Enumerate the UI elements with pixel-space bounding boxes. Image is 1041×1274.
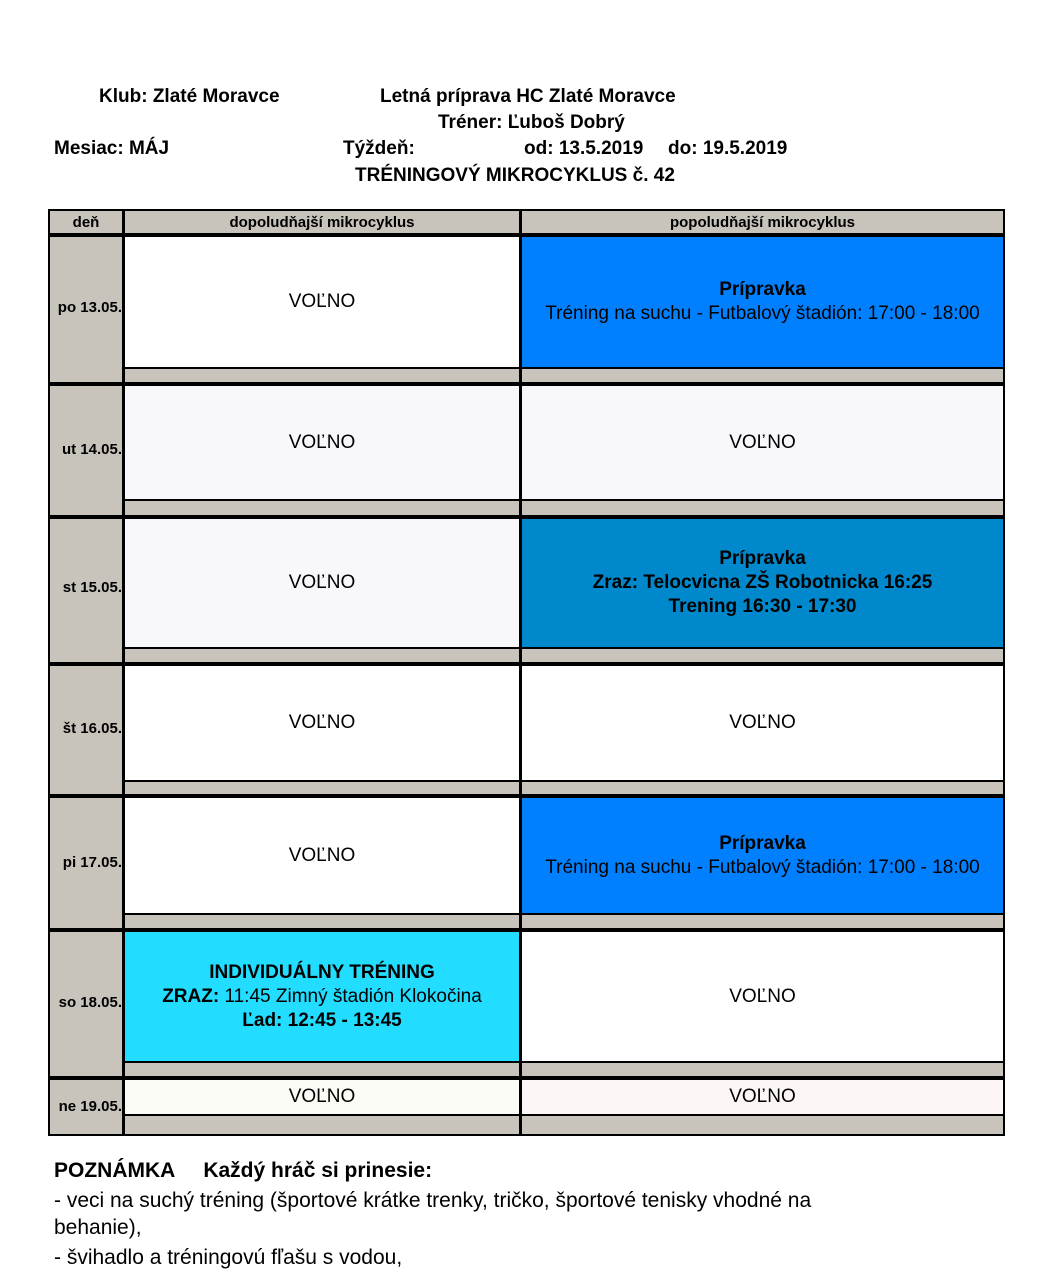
zraz-label: ZRAZ:: [162, 985, 220, 1007]
date-from: od: 13.5.2019: [524, 138, 644, 159]
cell-text: VOĽNO: [288, 712, 356, 733]
day-label: so 18.05.: [58, 994, 122, 1011]
morning-cell: [125, 1080, 519, 1116]
morning-cell: [125, 237, 519, 369]
cell-title: Prípravka: [719, 279, 806, 300]
afternoon-cell: [522, 666, 1003, 782]
document-title: Letná príprava HC Zlaté Moravce: [380, 86, 676, 107]
cell-text: Tréning na suchu - Futbalový štadión: 17:00 - 18:00: [545, 303, 980, 324]
cell-text: [162, 985, 482, 1009]
cell-text: VOĽNO: [729, 712, 796, 733]
morning-cell: [125, 386, 519, 501]
afternoon-cell: [522, 519, 1003, 649]
afternoon-cell: [522, 798, 1003, 915]
morning-cell: [125, 798, 519, 915]
cell-text: VOĽNO: [729, 985, 796, 1007]
morning-cell: [125, 519, 519, 649]
cell-title: INDIVIDUÁLNY TRÉNING: [209, 961, 435, 983]
zraz-details: 11:45 Zimný štadión Klokočina: [224, 985, 482, 1007]
afternoon-cell: [522, 386, 1003, 501]
afternoon-cell: [522, 1080, 1003, 1116]
cell-title: Prípravka: [719, 832, 806, 854]
col-header-afternoon: popoludňajší mikrocyklus: [522, 213, 1003, 233]
note-line: behanie),: [54, 1216, 142, 1239]
cell-text: VOĽNO: [288, 844, 356, 866]
morning-cell: [125, 932, 519, 1063]
month-label: Mesiac: MÁJ: [54, 138, 170, 159]
day-label: po 13.05.: [57, 299, 122, 316]
day-label: pi 17.05.: [62, 854, 122, 871]
cell-text: Zraz: Telocvicna ZŠ Robotnicka 16:25: [592, 572, 933, 593]
day-label: št 16.05.: [62, 720, 122, 737]
day-label: ne 19.05.: [58, 1098, 122, 1115]
week-label: Týždeň:: [343, 138, 415, 159]
day-label: st 15.05.: [62, 579, 122, 596]
note-label: POZNÁMKA: [54, 1159, 176, 1182]
microcycle-title: TRÉNINGOVÝ MIKROCYKLUS č. 42: [355, 165, 675, 186]
note-intro: Každý hráč si prinesie:: [203, 1159, 433, 1182]
col-header-morning: dopoludňajší mikrocyklus: [124, 213, 520, 233]
cell-title: Prípravka: [719, 548, 806, 569]
afternoon-cell: [522, 237, 1003, 369]
coach-name: Tréner: Ľuboš Dobrý: [438, 112, 625, 133]
col-header-day: deň: [50, 213, 122, 233]
date-to: do: 19.5.2019: [668, 138, 788, 159]
cell-text: VOĽNO: [288, 431, 356, 453]
note-line: - švihadlo a tréningovú fľašu s vodou,: [54, 1246, 403, 1269]
cell-text: VOĽNO: [288, 291, 356, 312]
cell-text: Tréning na suchu - Futbalový štadión: 17:00 - 18:00: [545, 856, 980, 878]
cell-text: VOĽNO: [729, 1086, 796, 1107]
club-name: Klub: Zlaté Moravce: [99, 86, 280, 107]
cell-text: VOĽNO: [288, 572, 356, 593]
note-heading: [54, 1159, 432, 1183]
afternoon-cell: [522, 932, 1003, 1063]
cell-text: Trening 16:30 - 17:30: [668, 596, 857, 617]
day-label: ut 14.05.: [61, 441, 122, 458]
morning-cell: [125, 666, 519, 782]
note-line: - veci na suchý tréning (športové krátke trenky, tričko, športové tenisky vhodné na: [54, 1189, 812, 1212]
cell-text: VOĽNO: [729, 431, 796, 453]
cell-text: VOĽNO: [288, 1086, 356, 1107]
cell-text: Ľad: 12:45 - 13:45: [242, 1009, 402, 1031]
schedule-table: [48, 209, 1005, 1136]
